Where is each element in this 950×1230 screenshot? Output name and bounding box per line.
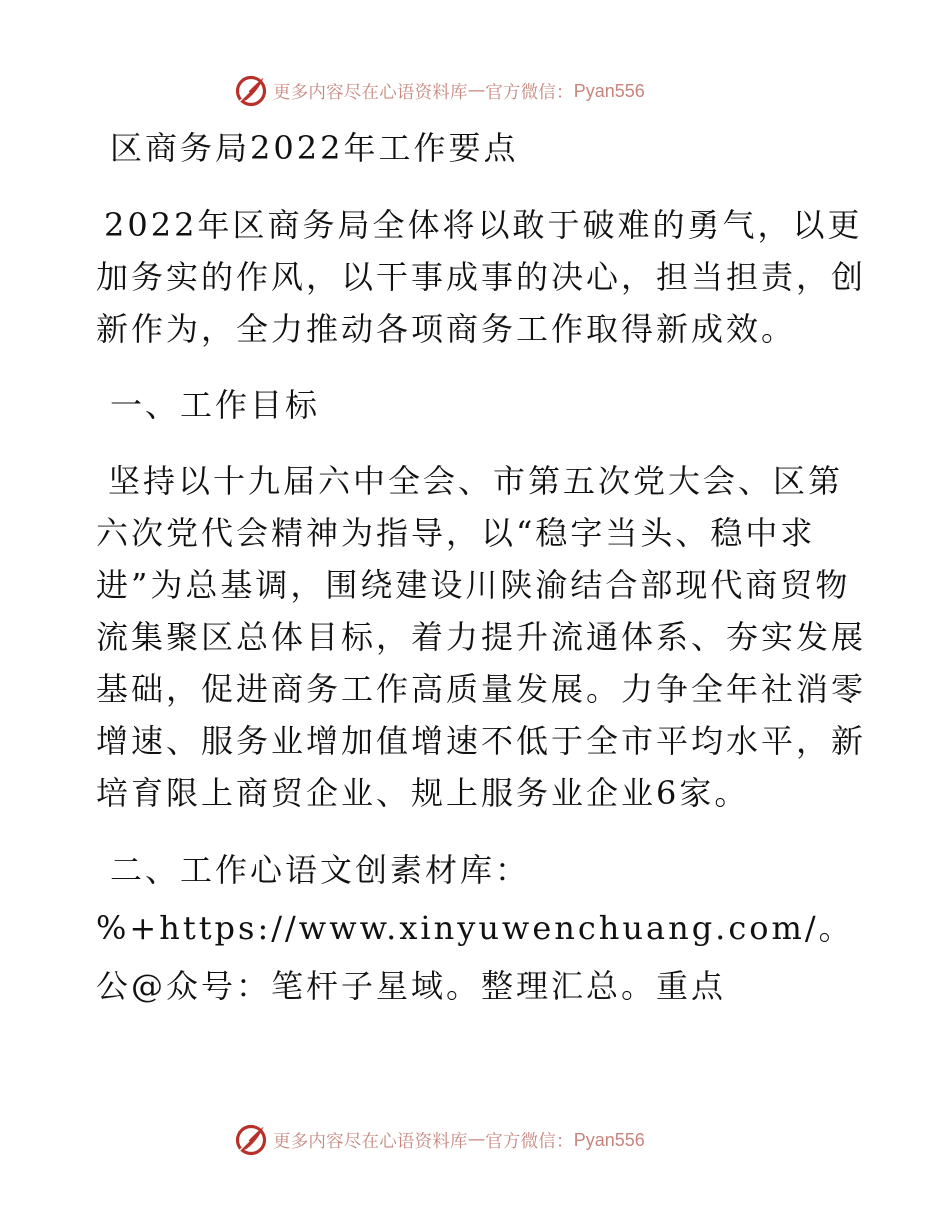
watermark-wechat-id: Pyan556 (573, 80, 645, 101)
document-title: 区商务局2022年工作要点 (110, 129, 519, 167)
watermark-wechat-label: 官方微信： (485, 1131, 574, 1152)
watermark-wechat-label: 官方微信： (485, 82, 574, 103)
section-heading-goals: 一、工作目标 (110, 386, 321, 424)
watermark-wechat-id: Pyan556 (573, 1129, 645, 1150)
watermark-separator: — (467, 1130, 486, 1150)
header-watermark (233, 71, 645, 111)
section-heading-key-points: 二、工作心语文创素材库：%+https://www.xinyuwenchuang.com/。公@众号：笔杆子星域。整理汇总。重点 (96, 851, 854, 1005)
goals-paragraph: 坚持以十九届六中全会、市第五次党大会、区第六次党代会精神为指导，以“稳字当头、稳中求进”为总基调，围绕建设川陕渝结合部现代商贸物流集聚区总体目标，着力提升流通体系、夯实发展基础，促进商务工作高质量发展。力争全年社消零增速、服务业增加值增速不低于全市平均水平，新培育限上商贸企业、规上服务业企业6家。 (96, 462, 867, 812)
footer-watermark (233, 1120, 645, 1160)
quill-pen-logo-icon (233, 73, 269, 109)
quill-pen-logo-icon (233, 1122, 269, 1158)
intro-paragraph: 2022年区商务局全体将以敢于破难的勇气，以更加务实的作风，以干事成事的决心，担当担责，创新作为，全力推动各项商务工作取得新成效。 (96, 206, 867, 348)
watermark-site-text: 更多内容尽在心语资料库 (273, 82, 468, 103)
document-body (96, 122, 866, 1015)
watermark-site-text: 更多内容尽在心语资料库 (273, 1131, 468, 1152)
watermark-separator: — (467, 81, 486, 101)
